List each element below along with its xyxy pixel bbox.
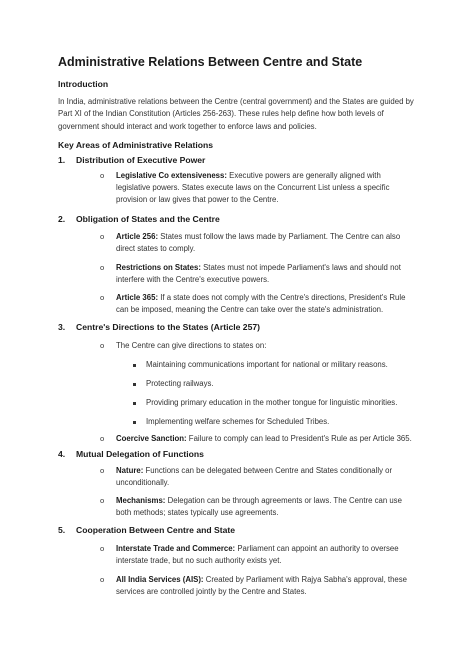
section-3-subitem-1: Maintaining communications important for national or military reasons. — [146, 360, 388, 369]
intro-paragraph: In India, administrative relations between the Centre (central government) and the States are guided by Part XI of the Indian Constitution (Articles 256-263). These rules help define how both levels of government should interact and work together to enforce laws and policies. — [58, 97, 414, 131]
section-4-heading: 4. Mutual Delegation of Functions — [58, 449, 204, 459]
section-2-item-1: Article 256: States must follow the laws made by Parliament. The Centre can also direct states to comply. — [116, 232, 401, 254]
key-areas-heading: Key Areas of Administrative Relations — [58, 140, 214, 150]
section-1-item-1: Legislative Co extensiveness: Executive powers are generally aligned with legislative powers. States execute laws on the Concurrent List unless a specific provision or law gives that power to the Centre. — [116, 171, 390, 205]
document-title: Administrative Relations Between Centre and State — [58, 55, 363, 69]
section-5-item-1: Interstate Trade and Commerce: Parliament can appoint an authority to oversee interstate trade, but no such authority exists yet. — [116, 544, 399, 566]
bullet-marker-o: o — [100, 575, 105, 584]
square-bullet-icon — [133, 364, 136, 367]
bullet-marker-o: o — [100, 171, 105, 180]
section-3-lead: The Centre can give directions to states on: — [116, 341, 267, 350]
section-3-subitem-4: Implementing welfare schemes for Scheduled Tribes. — [146, 417, 330, 426]
section-3-heading: 3. Centre's Directions to the States (Article 257) — [58, 322, 260, 332]
bullet-marker-o: o — [100, 434, 105, 443]
section-4-item-2: Mechanisms: Delegation can be through agreements or laws. The Centre can use both methods; states typically use agreements. — [116, 496, 402, 518]
bullet-marker-o: o — [100, 544, 105, 553]
bullet-marker-o: o — [100, 496, 105, 505]
section-5-item-2: All India Services (AIS): Created by Parliament with Rajya Sabha's approval, these services are controlled jointly by the Centre and States. — [116, 575, 407, 597]
section-5-heading: 5. Cooperation Between Centre and State — [58, 525, 236, 535]
section-2-item-2: Restrictions on States: States must not impede Parliament's laws and should not interfere with the Centre's executive powers. — [116, 263, 401, 285]
section-2-heading: 2. Obligation of States and the Centre — [58, 214, 220, 224]
section-1-heading: 1. Distribution of Executive Power — [58, 155, 206, 165]
bullet-marker-o: o — [100, 341, 105, 350]
section-3-item-1: Coercive Sanction: Failure to comply can lead to President's Rule as per Article 365. — [116, 434, 412, 443]
bullet-marker-o: o — [100, 232, 105, 241]
section-3-subitem-3: Providing primary education in the mother tongue for linguistic minorities. — [146, 398, 398, 407]
section-3-subitem-2: Protecting railways. — [146, 379, 214, 388]
bullet-marker-o: o — [100, 293, 105, 302]
section-2-item-3: Article 365: If a state does not comply with the Centre's directions, President's Rule can be imposed, meaning the Centre can take over the state's administration. — [116, 293, 406, 315]
square-bullet-icon — [133, 383, 136, 386]
square-bullet-icon — [133, 402, 136, 405]
section-4-item-1: Nature: Functions can be delegated between Centre and States conditionally or unconditionally. — [116, 466, 393, 488]
bullet-marker-o: o — [100, 466, 105, 475]
intro-heading: Introduction — [58, 79, 109, 89]
bullet-marker-o: o — [100, 263, 105, 272]
square-bullet-icon — [133, 421, 136, 424]
